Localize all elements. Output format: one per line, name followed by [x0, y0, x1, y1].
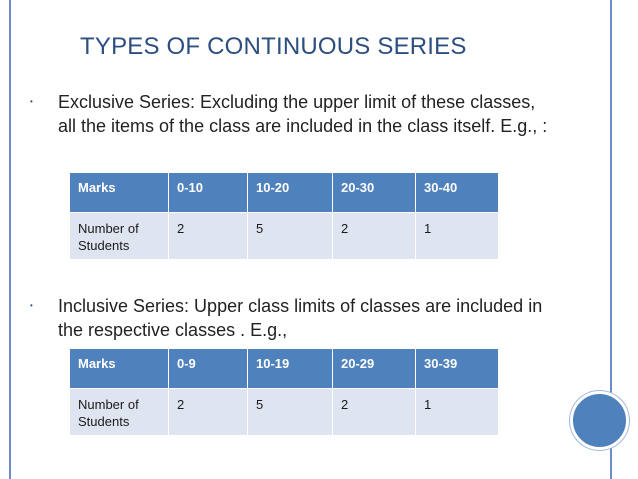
header-cell: 0-10 — [169, 173, 248, 213]
table-cell: 2 — [333, 389, 416, 436]
table-row — [70, 389, 499, 436]
header-cell: 10-20 — [248, 173, 333, 213]
exclusive-series-table — [69, 172, 499, 260]
table-cell: 5 — [248, 213, 333, 260]
header-cell: Marks — [70, 173, 169, 213]
header-cell: 20-29 — [333, 349, 416, 389]
header-cell: 0-9 — [169, 349, 248, 389]
table-header-row — [70, 173, 499, 213]
bullet-text: Inclusive Series: Upper class limits of classes are included in the respective classes . E.g., — [58, 296, 543, 340]
header-cell: Marks — [70, 349, 169, 389]
header-cell: 20-30 — [333, 173, 416, 213]
table-cell: 2 — [169, 389, 248, 436]
slide-title: TYPES OF CONTINUOUS SERIES — [80, 33, 467, 60]
table-cell: 2 — [169, 213, 248, 260]
bullet-marker: • — [30, 97, 33, 106]
header-cell: 30-39 — [416, 349, 499, 389]
inclusive-series-table — [69, 348, 499, 436]
decorative-circle — [570, 391, 629, 450]
header-cell: 30-40 — [416, 173, 499, 213]
header-cell: 10-19 — [248, 349, 333, 389]
table-cell: 2 — [333, 213, 416, 260]
bullet-marker: • — [30, 301, 33, 310]
slide-border-left — [9, 0, 11, 479]
table-row — [70, 213, 499, 260]
table-cell: 5 — [248, 389, 333, 436]
table-cell: 1 — [416, 389, 499, 436]
table-cell: Number of Students — [70, 389, 169, 436]
table-header-row — [70, 349, 499, 389]
table-cell: Number of Students — [70, 213, 169, 260]
table-cell: 1 — [416, 213, 499, 260]
bullet-text: Exclusive Series: Excluding the upper limit of these classes, all the items of the class are included in the class itself. E.g., : — [58, 92, 548, 136]
